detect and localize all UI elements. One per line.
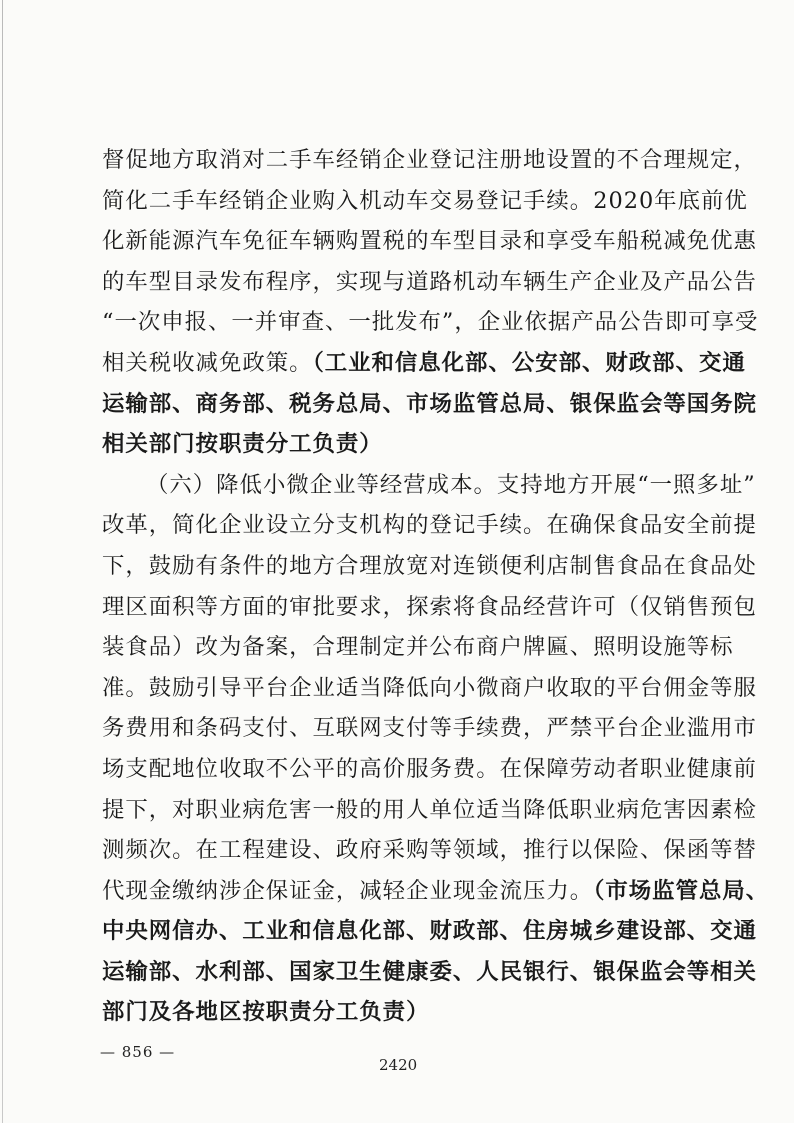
text-line bbox=[102, 343, 746, 384]
responsible-departments-text: 相关部门按职责分工负责） bbox=[102, 431, 383, 458]
text-line bbox=[102, 262, 757, 303]
line-text: “一次申报、一并审查、一批发布”，企业依据产品公告即可享受 bbox=[102, 309, 759, 336]
line-text: 准。鼓励引导平台企业适当降低向小微商户收取的平台佣金等服 bbox=[102, 674, 757, 701]
text-line bbox=[102, 424, 692, 465]
text-line bbox=[102, 384, 757, 425]
text-line bbox=[102, 790, 757, 831]
line-text: 代现金缴纳涉企保证金，减轻企业现金流压力。 bbox=[102, 877, 594, 904]
text-line bbox=[102, 221, 757, 262]
responsible-departments-text: 中央网信办、工业和信息化部、财政部、住房城乡建设部、交通 bbox=[102, 918, 757, 945]
text-line bbox=[102, 140, 757, 181]
text-line bbox=[102, 830, 757, 871]
responsible-departments-text: 部门及各地区按职责分工负责） bbox=[102, 999, 430, 1026]
text-line bbox=[102, 181, 748, 222]
line-text: 场支配地位收取不公平的高价服务费。在保障劳动者职业健康前 bbox=[102, 755, 757, 782]
line-text: 下，鼓励有条件的地方合理放宽对连锁便利店制售食品在食品处 bbox=[102, 552, 757, 579]
line-text: 务费用和条码支付、互联网支付等手续费，严禁平台企业滥用市 bbox=[102, 715, 757, 742]
line-text: 的车型目录发布程序，实现与道路机动车辆生产企业及产品公告 bbox=[102, 268, 757, 295]
text-line bbox=[102, 952, 757, 993]
document-body bbox=[102, 140, 770, 1033]
stamp-number: 2420 bbox=[379, 1056, 418, 1074]
text-line bbox=[102, 505, 757, 546]
line-text: （六）降低小微企业等经营成本。 bbox=[146, 471, 497, 498]
line-text: 相关税收减免政策。 bbox=[102, 349, 313, 376]
text-line bbox=[102, 627, 734, 668]
responsible-departments-text: 运输部、商务部、税务总局、市场监管总局、银保监会等国务院 bbox=[102, 390, 757, 417]
line-text: 测频次。在工程建设、政府采购等领域，推行以保险、保函等替 bbox=[102, 837, 757, 864]
text-line bbox=[102, 871, 770, 912]
line-text: 简化二手车经销企业购入机动车交易登记手续。2020年底前优 bbox=[102, 187, 748, 214]
text-line bbox=[102, 911, 757, 952]
line-text: 装食品）改为备案，合理制定并公布商户牌匾、照明设施等标 bbox=[102, 634, 734, 661]
line-text: 提下，对职业病危害一般的用人单位适当降低职业病危害因素检 bbox=[102, 796, 757, 823]
line-text: 化新能源汽车免征车辆购置税的车型目录和享受车船税减免优惠 bbox=[102, 228, 757, 255]
text-line bbox=[102, 465, 756, 506]
text-line bbox=[102, 992, 692, 1033]
line-text: 督促地方取消对二手车经销企业登记注册地设置的不合理规定， bbox=[102, 147, 757, 173]
scan-edge-line bbox=[2, 0, 3, 1123]
line-text: 改革，简化企业设立分支机构的登记手续。在确保食品安全前提 bbox=[102, 512, 757, 539]
line-text: 理区面积等方面的审批要求，探索将食品经营许可（仅销售预包 bbox=[102, 593, 757, 620]
text-line bbox=[102, 302, 759, 343]
text-line bbox=[102, 749, 757, 790]
text-line bbox=[102, 668, 757, 709]
line-text: 支持地方开展“一照多址” bbox=[496, 471, 756, 498]
responsible-departments-text: （工业和信息化部、公安部、财政部、交通 bbox=[312, 349, 746, 376]
responsible-departments-text: 运输部、水利部、国家卫生健康委、人民银行、银保监会等相关 bbox=[102, 958, 757, 985]
responsible-departments-text: （市场监管总局、 bbox=[593, 877, 770, 904]
text-line bbox=[102, 587, 757, 628]
text-line bbox=[102, 546, 757, 587]
text-line bbox=[102, 708, 757, 749]
page-number: — 856 — bbox=[100, 1043, 176, 1061]
